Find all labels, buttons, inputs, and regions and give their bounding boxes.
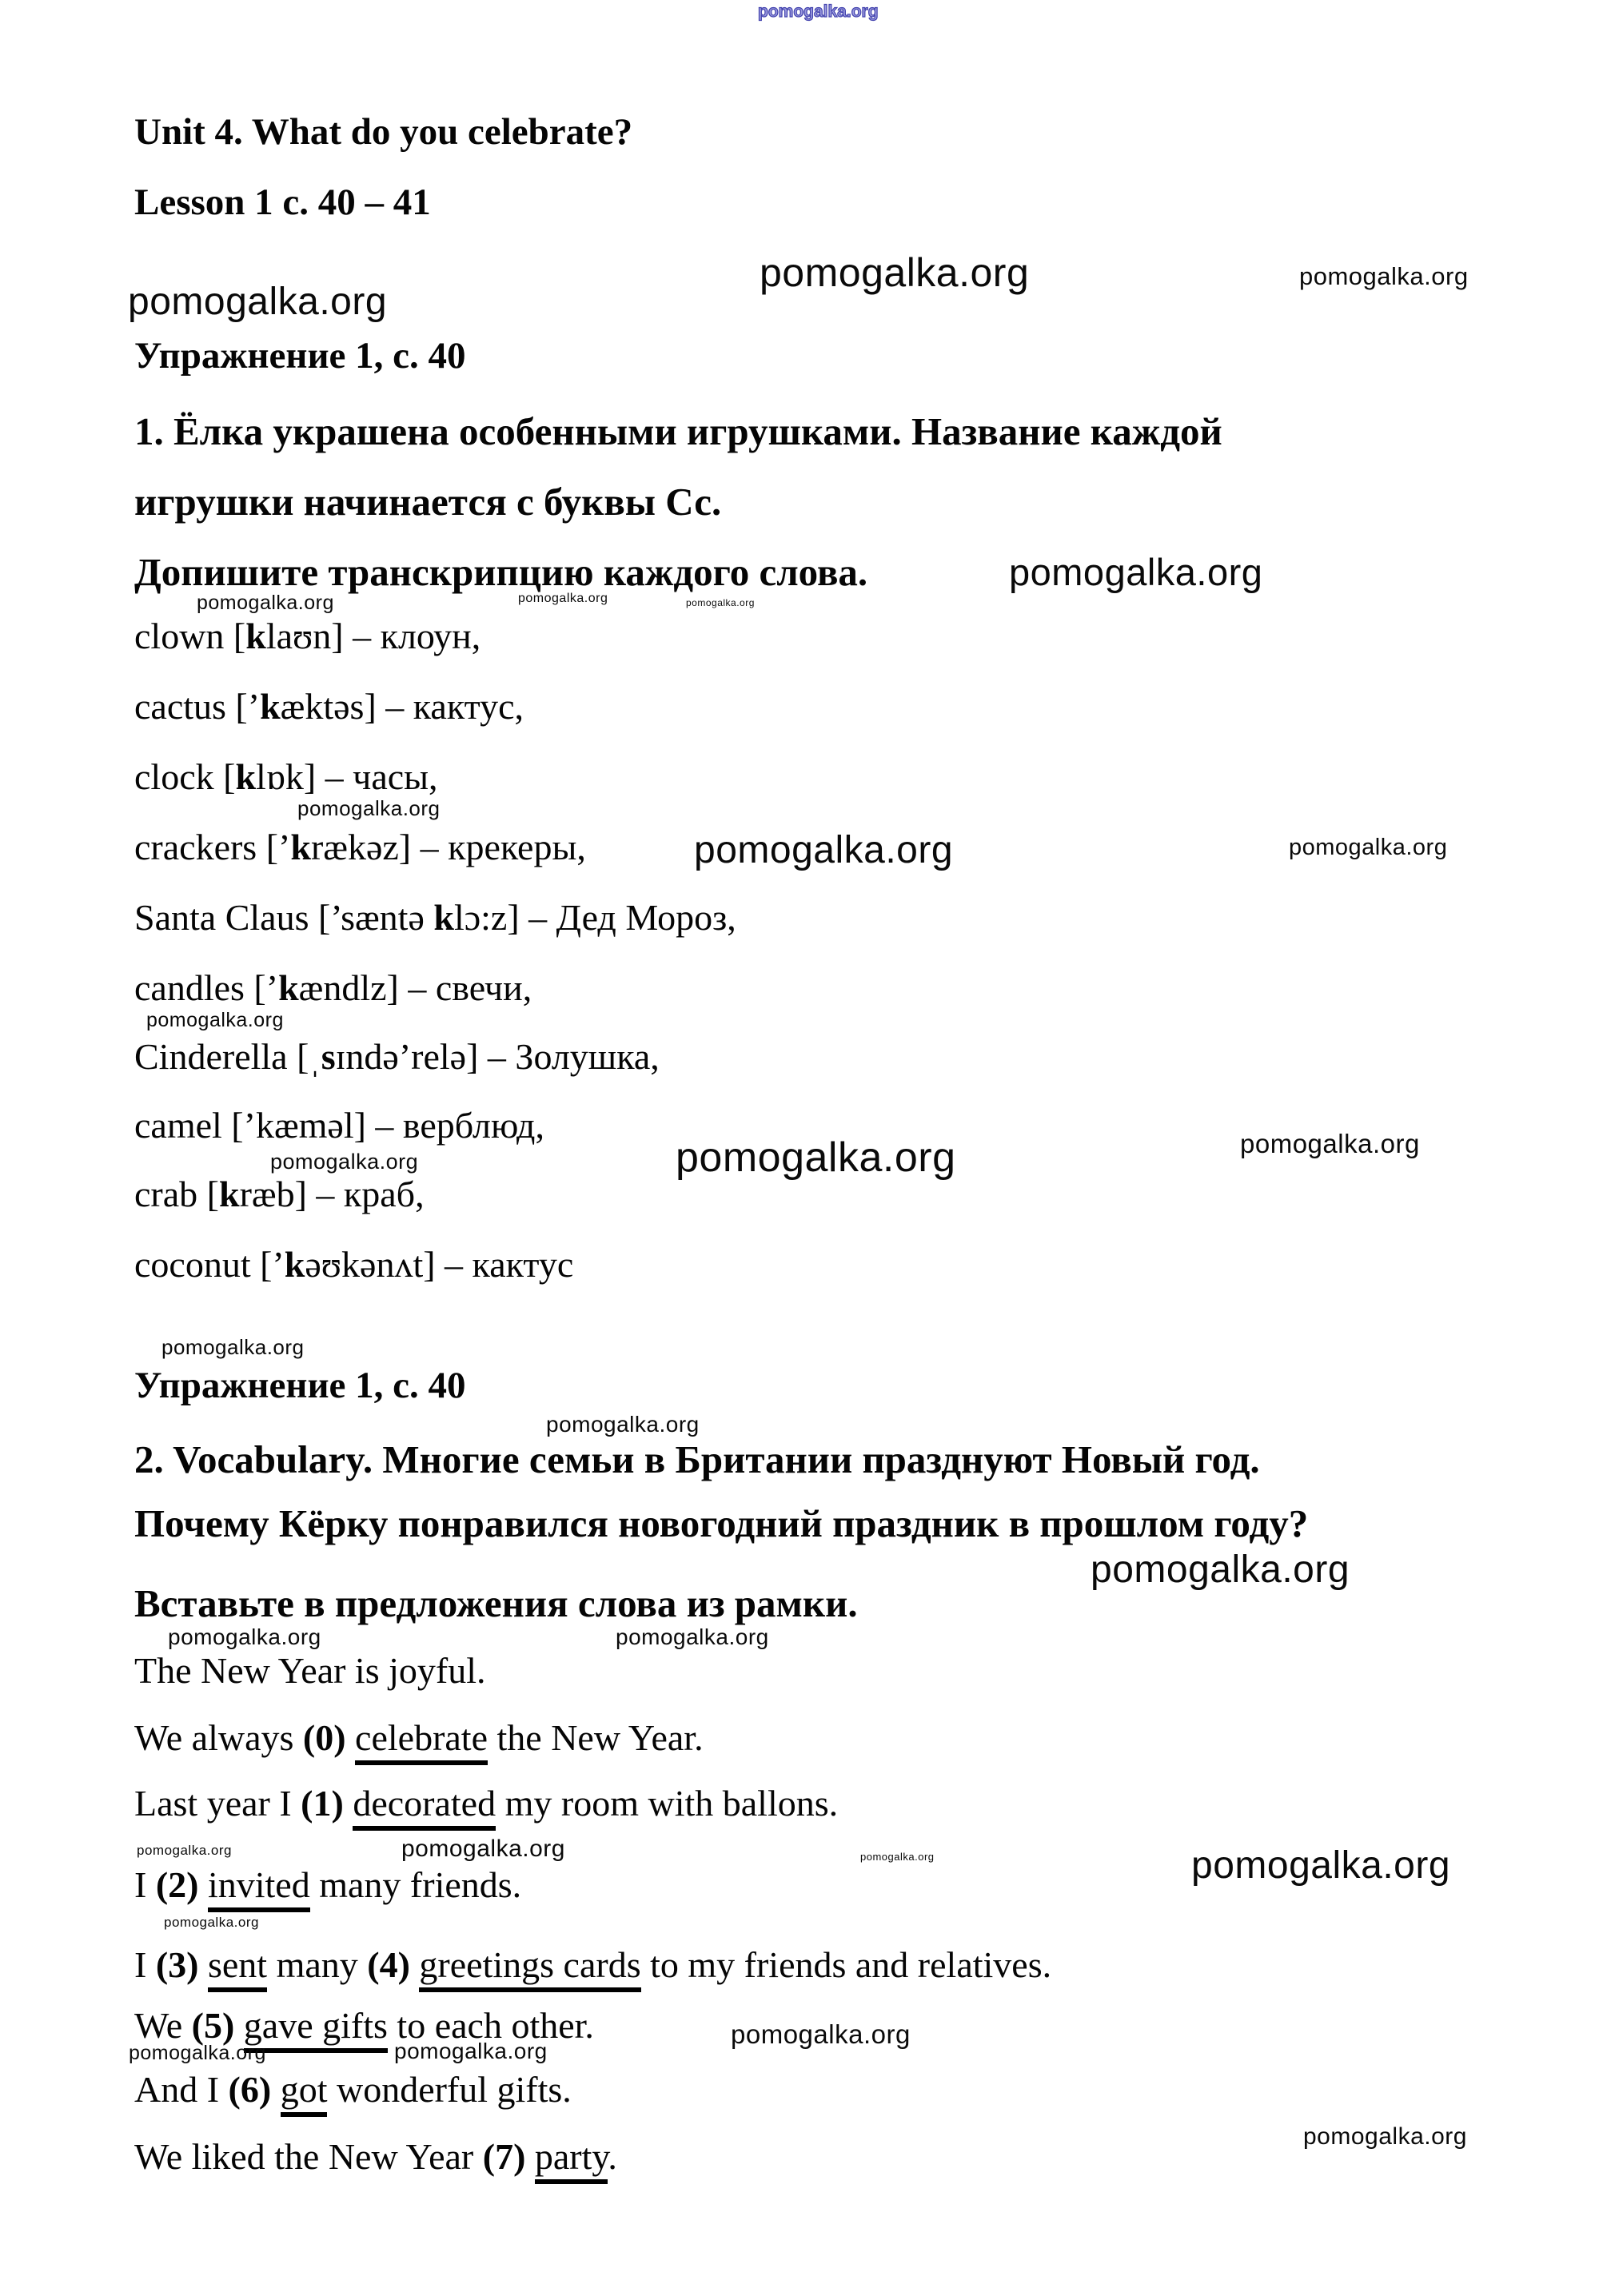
sentence-1 xyxy=(134,1783,838,1825)
word-line-cinderella xyxy=(134,1036,660,1078)
watermark: pomogalka.org xyxy=(197,592,334,614)
blank-number: (6) xyxy=(228,2069,281,2110)
sentence-text: I xyxy=(134,1864,156,1905)
watermark: pomogalka.org xyxy=(168,1624,321,1649)
sentence-text: . xyxy=(608,2136,617,2177)
word-bold-letter: k xyxy=(290,827,311,867)
blank-number: (3) xyxy=(155,1944,208,1985)
word-text: clown [ xyxy=(134,616,246,656)
watermark: pomogalka.org xyxy=(686,597,755,608)
watermark: pomogalka.org xyxy=(676,1134,956,1181)
word-text: ræb] – краб, xyxy=(239,1174,425,1214)
word-text: lɒk] – часы, xyxy=(256,756,438,797)
sentence-text: my room with ballons. xyxy=(496,1783,839,1824)
word-text: cactus [’ xyxy=(134,686,261,727)
sentence-text: We xyxy=(134,2005,192,2046)
blank-number: (0) xyxy=(302,1717,356,1758)
word-text: clock [ xyxy=(134,756,236,797)
word-line-clock xyxy=(134,756,438,799)
sentence-text: We always xyxy=(134,1717,303,1758)
watermark: pomogalka.org xyxy=(1009,551,1263,593)
word-bold-letter: k xyxy=(245,616,266,656)
answer-underlined: party xyxy=(535,2136,608,2184)
word-line-clown xyxy=(134,616,481,658)
word-text: crab [ xyxy=(134,1174,219,1214)
sentence-text: Last year I xyxy=(134,1783,301,1824)
watermark: pomogalka.org xyxy=(518,592,608,605)
answer-underlined: invited xyxy=(208,1864,310,1912)
sentence-text: I xyxy=(134,1944,156,1985)
word-bold-letter: k xyxy=(260,686,281,727)
word-line-crab xyxy=(134,1174,425,1216)
watermark: pomogalka.org xyxy=(760,250,1030,295)
blank-number: (5) xyxy=(191,2005,244,2046)
exercise2-task-line2: Почему Кёрку понравился новогодний праздник в прошлом году? xyxy=(134,1501,1309,1545)
exercise1-task-line1: 1. Ёлка украшена особенными игрушками. Название каждой xyxy=(134,409,1222,453)
word-bold-letter: k xyxy=(284,1244,305,1285)
sentence-text: the New Year. xyxy=(488,1717,704,1758)
word-line-coconut xyxy=(134,1244,573,1286)
word-bold-letter: k xyxy=(218,1174,240,1214)
watermark: pomogalka.org xyxy=(270,1150,419,1174)
word-text: candles [’ xyxy=(134,967,279,1008)
watermark: pomogalka.org xyxy=(401,1836,565,1862)
answer-underlined: gave gifts xyxy=(244,2005,388,2053)
word-bold-letter: s xyxy=(321,1036,336,1077)
watermark: pomogalka.org xyxy=(297,796,441,820)
sentence-text: And I xyxy=(134,2069,229,2110)
watermark: pomogalka.org xyxy=(1303,2123,1467,2150)
word-text: rækəz] – крекеры, xyxy=(310,827,586,867)
watermark: pomogalka.org xyxy=(731,2019,911,2049)
word-text: coconut [’ xyxy=(134,1244,285,1285)
word-line-camel xyxy=(134,1105,544,1147)
watermark: pomogalka.org xyxy=(1191,1844,1451,1887)
word-text: æktəs] – кактус, xyxy=(280,686,524,727)
watermark: pomogalka.org xyxy=(860,1851,935,1863)
answer-underlined: greetings cards xyxy=(419,1944,640,1992)
sentence-5 xyxy=(134,2069,572,2111)
exercise2-task-line3: Вставьте в предложения слова из рамки. xyxy=(134,1581,858,1625)
word-line-cactus xyxy=(134,686,524,728)
word-text: camel [’kæməl] – верблюд, xyxy=(134,1105,544,1146)
blank-number: (1) xyxy=(301,1783,353,1824)
word-line-candles xyxy=(134,967,532,1010)
exercise2-heading: Упражнение 1, с. 40 xyxy=(134,1365,466,1406)
word-text: ɪndə’relə] – Золушка, xyxy=(335,1036,660,1077)
sentence-3 xyxy=(134,1944,1051,1987)
watermark: pomogalka.org xyxy=(1240,1129,1420,1158)
sentence-text: many xyxy=(267,1944,368,1985)
word-text: laʊn] – клоун, xyxy=(265,616,481,656)
word-text: əʊkənʌt] – кактус xyxy=(305,1244,574,1285)
word-text: Cinderella [ˌ xyxy=(134,1036,321,1077)
word-bold-letter: k xyxy=(278,967,299,1008)
watermark: pomogalka.org xyxy=(1289,835,1448,860)
word-bold-letter: k xyxy=(433,897,454,938)
watermark: pomogalka.org xyxy=(128,281,388,323)
watermark: pomogalka.org xyxy=(1091,1549,1350,1591)
answer-underlined: celebrate xyxy=(355,1717,488,1765)
word-bold-letter: k xyxy=(235,756,257,797)
watermark: pomogalka.org xyxy=(146,1009,284,1031)
sentence-6 xyxy=(134,2136,617,2178)
blank-number: (2) xyxy=(155,1864,208,1905)
answer-underlined: got xyxy=(281,2069,328,2117)
sentence-text: We liked the New Year xyxy=(134,2136,483,2177)
word-text: ændlz] – свечи, xyxy=(298,967,532,1008)
blank-number: (7) xyxy=(482,2136,535,2177)
word-line-crackers xyxy=(134,827,586,869)
sentence-0 xyxy=(134,1717,704,1760)
answer-underlined: decorated xyxy=(353,1783,496,1831)
word-text: lɔ:z] – Дед Мороз, xyxy=(453,897,736,938)
watermark: pomogalka.org xyxy=(137,1843,232,1858)
watermark: pomogalka.org xyxy=(161,1335,305,1359)
answer-underlined: sent xyxy=(208,1944,267,1992)
watermark: pomogalka.org xyxy=(1299,262,1469,290)
watermark: pomogalka.org xyxy=(546,1412,700,1437)
page-subtitle: Lesson 1 с. 40 – 41 xyxy=(134,181,431,223)
watermark: pomogalka.org xyxy=(164,1915,259,1930)
watermark: pomogalka.org xyxy=(694,829,954,871)
watermark: pomogalka.org xyxy=(394,2039,548,2063)
word-text: crackers [’ xyxy=(134,827,291,867)
watermark: pomogalka.org xyxy=(758,2,879,21)
sentence-intro: The New Year is joyful. xyxy=(134,1650,486,1691)
word-text: Santa Claus [’sæntə xyxy=(134,897,434,938)
exercise2-task-line1: 2. Vocabulary. Многие семьи в Британии празднуют Новый год. xyxy=(134,1437,1260,1481)
exercise1-task-line2: игрушки начинается с буквы Сс. xyxy=(134,480,722,524)
blank-number: (4) xyxy=(367,1944,420,1985)
exercise1-task-line3: Допишите транскрипцию каждого слова. xyxy=(134,550,868,594)
watermark: pomogalka.org xyxy=(129,2042,266,2064)
page-title: Unit 4. What do you celebrate? xyxy=(134,111,633,153)
sentence-text: to my friends and relatives. xyxy=(640,1944,1052,1985)
watermark: pomogalka.org xyxy=(616,1624,769,1649)
sentence-text: wonderful gifts. xyxy=(327,2069,572,2110)
sentence-text: to each other. xyxy=(387,2005,594,2046)
sentence-text: many friends. xyxy=(309,1864,522,1905)
exercise1-heading: Упражнение 1, с. 40 xyxy=(134,335,466,377)
sentence-2 xyxy=(134,1864,521,1907)
word-line-santa-claus xyxy=(134,897,736,939)
